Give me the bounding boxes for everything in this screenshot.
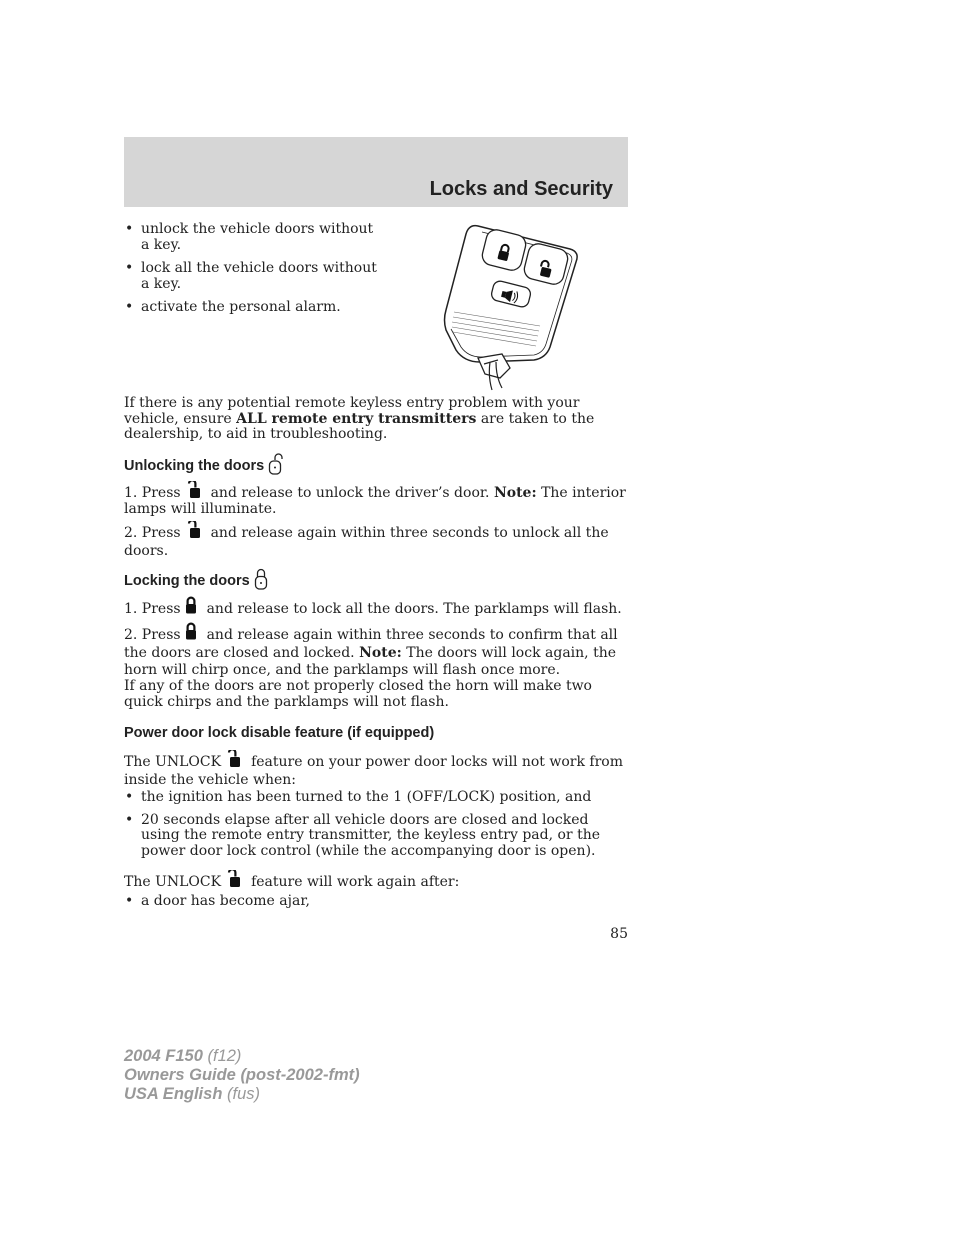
lock-padlock-icon: [185, 596, 197, 614]
heading-text: Locking the doors: [124, 573, 250, 589]
footer-line-1: 2004 F150 (f12): [124, 1047, 242, 1065]
keyless-problem-paragraph: If there is any potential remote keyless entry problem with your vehicle, ensure ALL remote entry transmitters are taken to the dealership, to aid in troubleshooting.: [124, 395, 595, 442]
footer-line-2: Owners Guide (post-2002-fmt): [124, 1066, 360, 1084]
unlocking-step-1: 1. Press and release to unlock the driver’s door. Note: The interior lamps will illuminate.: [124, 481, 628, 517]
locking-heading: [124, 568, 628, 590]
unlocking-heading: [124, 453, 628, 475]
unlocking-step-2: 2. Press and release again within three seconds to unlock all the doors.: [124, 521, 628, 560]
list-item: • a door has become ajar,: [124, 894, 628, 910]
disable-paragraph-2: The UNLOCK feature will work again after:: [124, 870, 628, 891]
list-item: • 20 seconds elapse after all vehicle doors are closed and locked using the remote entry transmitter, the keyless entry pad, or the power door lock control (while the accompanying door is open).: [124, 813, 628, 860]
disable-conditions-list: [124, 790, 628, 859]
intro-bullet-list: [124, 222, 384, 324]
heading-text: Unlocking the doors: [124, 458, 265, 474]
unlock-padlock-icon: [227, 870, 241, 888]
unlock-padlock-icon: [187, 481, 201, 499]
locking-step-1: 1. Press and release to lock all the doors. The parklamps will flash.: [124, 596, 628, 618]
page-number: 85: [610, 926, 628, 942]
list-item: • activate the personal alarm.: [124, 300, 384, 316]
lock-padlock-icon: [254, 568, 268, 590]
list-item: • the ignition has been turned to the 1 (OFF/LOCK) position, and: [124, 790, 628, 806]
disable-paragraph-1: The UNLOCK feature on your power door locks will not work from inside the vehicle when:: [124, 750, 628, 789]
list-item: • unlock the vehicle doors without a key.: [124, 222, 384, 253]
lock-padlock-icon: [185, 622, 197, 640]
unlock-padlock-icon: [268, 453, 284, 475]
disable-heading: Power door lock disable feature (if equipped): [124, 725, 435, 741]
key-fob-illustration: [440, 222, 590, 392]
document-footer: [124, 1047, 360, 1104]
locking-step-2: 2. Press and release again within three seconds to confirm that all the doors are closed and locked. Note: The doors will lock again, the horn will chirp once, and the parklamps will flash once more.: [124, 622, 628, 680]
list-item: • lock all the vehicle doors without a key.: [124, 261, 384, 292]
unlock-padlock-icon: [187, 521, 201, 539]
section-header: [124, 137, 628, 207]
footer-line-3: USA English (fus): [124, 1085, 260, 1103]
section-title: Locks and Security: [429, 178, 613, 200]
unlock-padlock-icon: [227, 750, 241, 768]
locking-ajar-paragraph: If any of the doors are not properly closed the horn will make two quick chirps and the parklamps will not flash.: [124, 678, 592, 710]
disable-after-list: [124, 894, 628, 910]
